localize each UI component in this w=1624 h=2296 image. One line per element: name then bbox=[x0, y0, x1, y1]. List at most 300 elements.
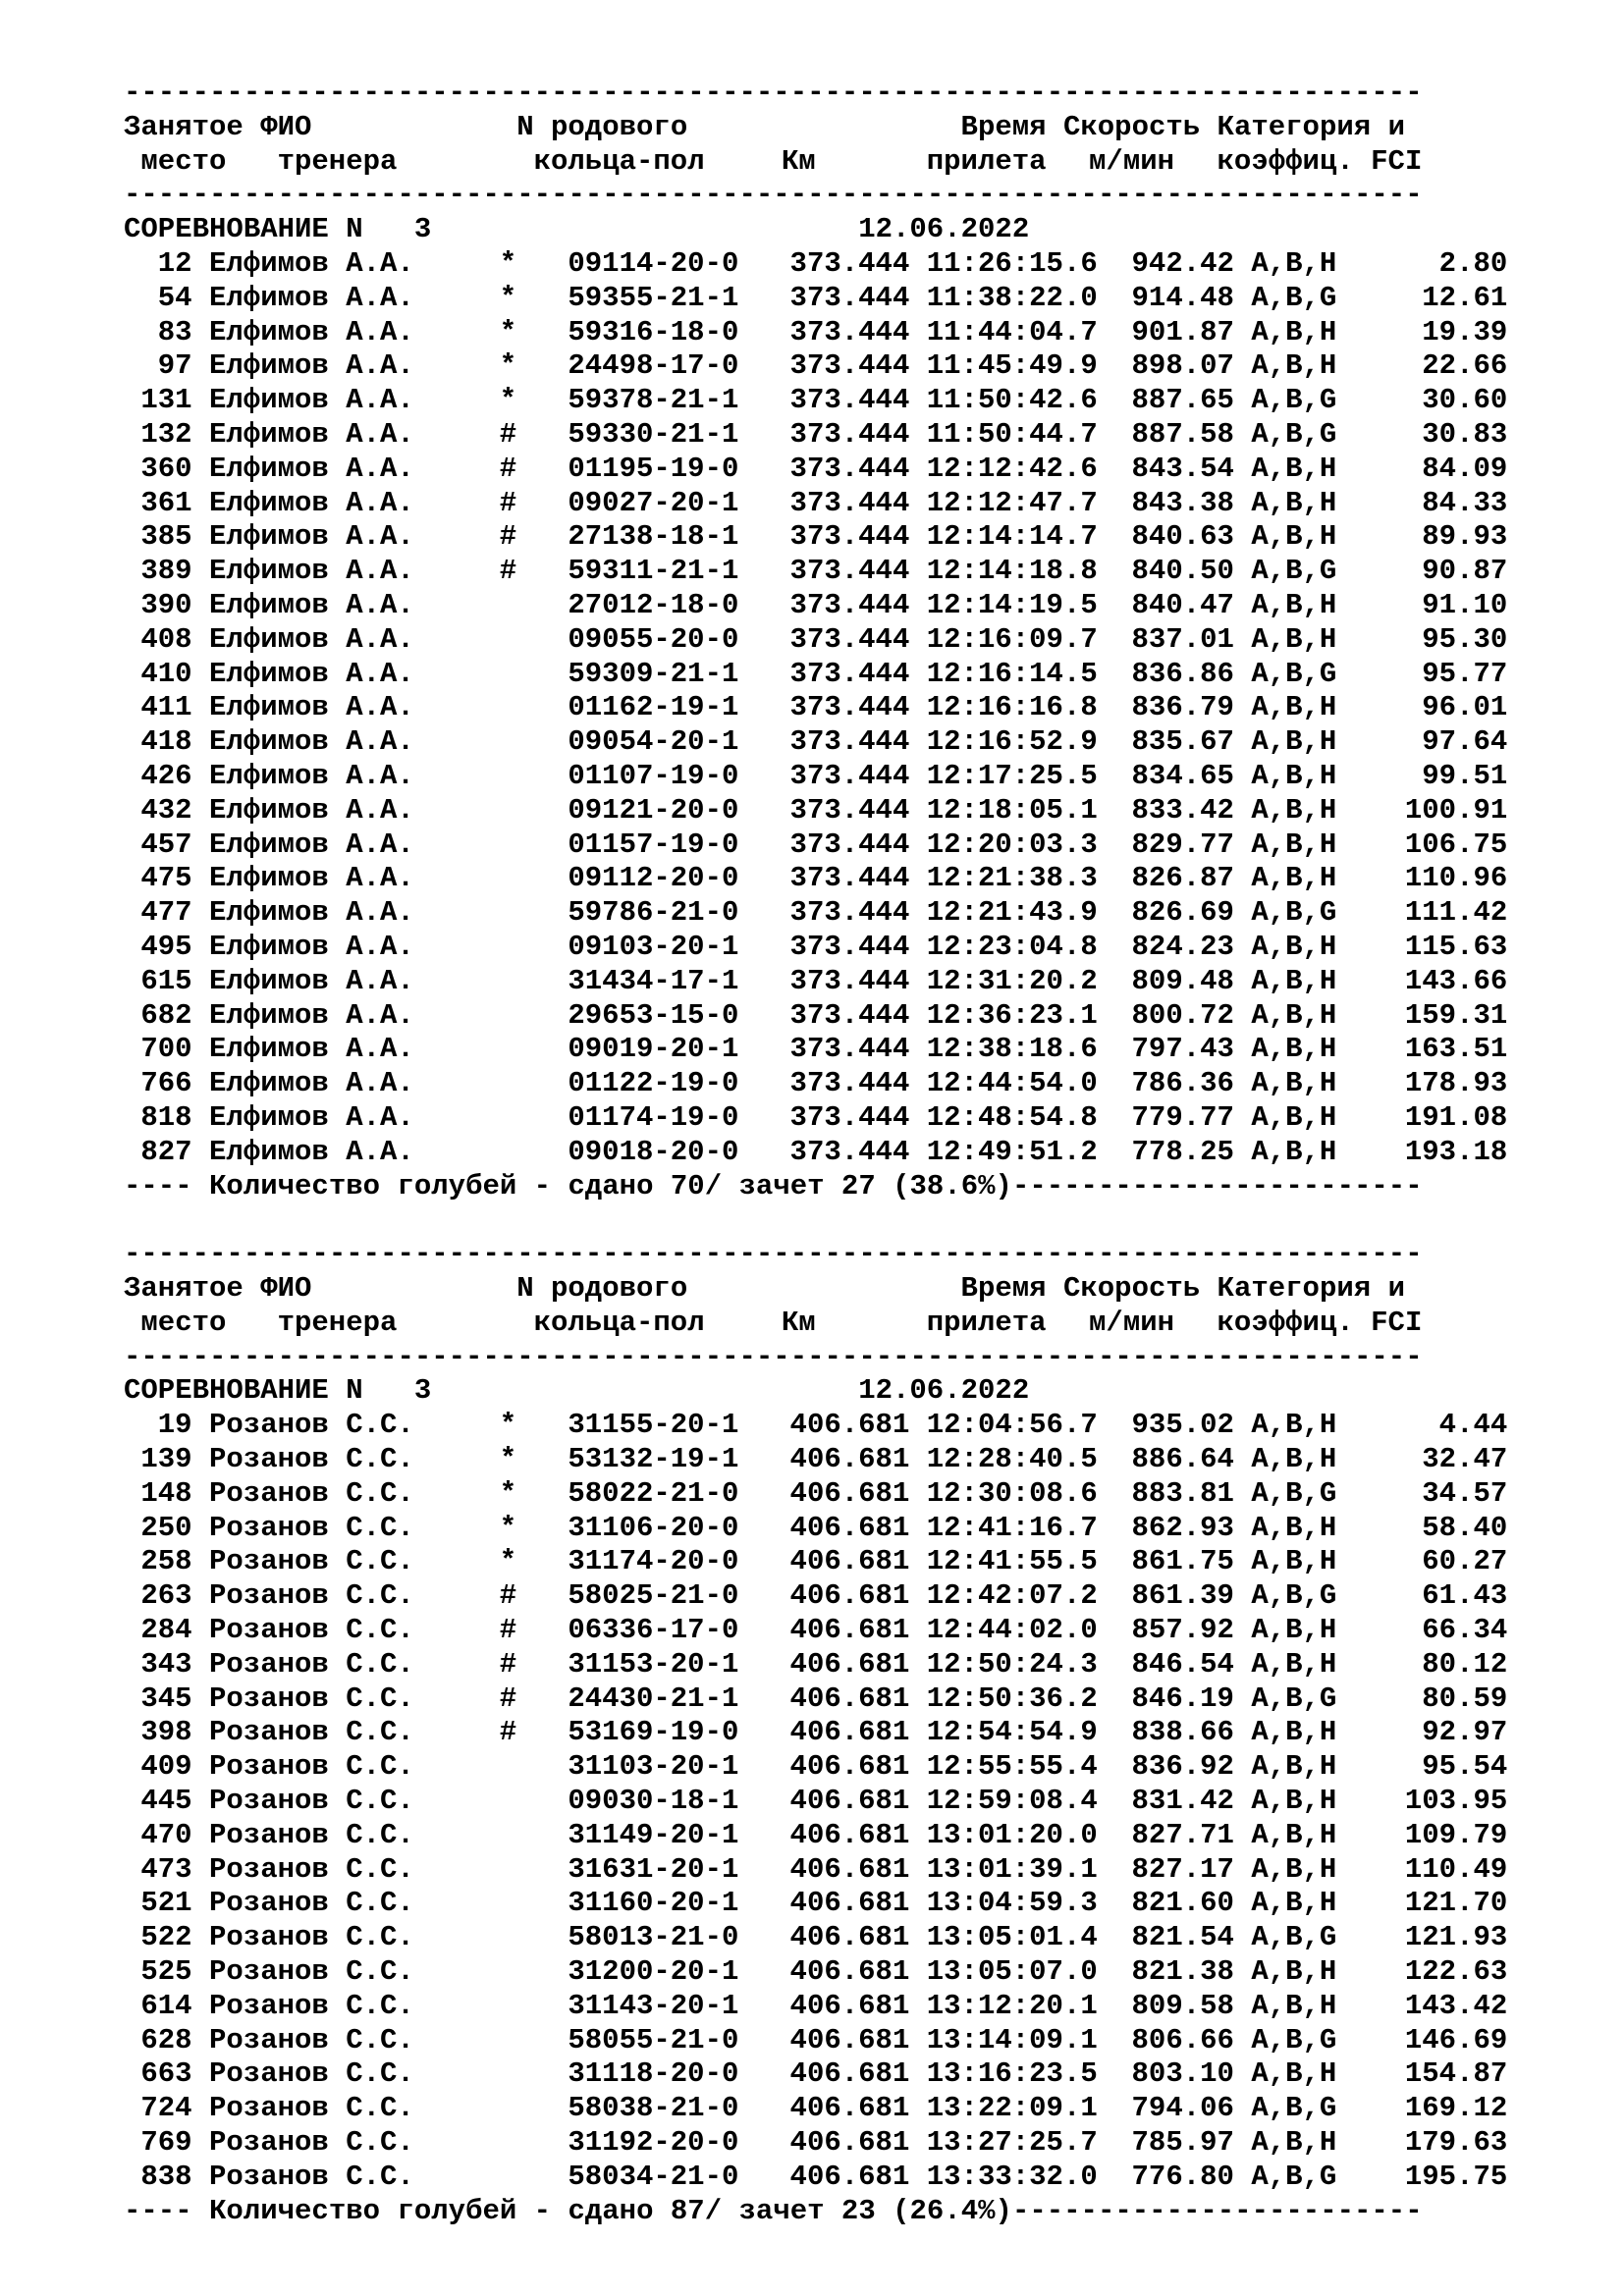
cell-gap bbox=[1098, 691, 1132, 725]
cell-place: 521 bbox=[140, 1887, 192, 1920]
dash-divider bbox=[124, 77, 1597, 111]
cell-time: 12:50:36.2 bbox=[926, 1682, 1098, 1715]
table-row bbox=[124, 1477, 1597, 1512]
table-row bbox=[124, 1819, 1597, 1853]
cell-gap bbox=[909, 1579, 926, 1614]
cell-gap bbox=[1336, 589, 1371, 623]
cell-gap bbox=[738, 1682, 789, 1717]
cell-gap bbox=[1336, 1512, 1371, 1546]
cell-gap bbox=[516, 1477, 568, 1512]
results-section bbox=[124, 1238, 1597, 2228]
cell-coef: 84.09 bbox=[1422, 452, 1508, 485]
table-row bbox=[124, 487, 1597, 521]
cell-gap bbox=[1098, 828, 1132, 863]
cell-name: Розанов С.С. bbox=[208, 1887, 414, 1920]
table-row bbox=[124, 316, 1597, 350]
cell-time: 13:04:59.3 bbox=[926, 1887, 1098, 1920]
cell-gap bbox=[414, 931, 500, 965]
cell-gap bbox=[1336, 1750, 1371, 1785]
cell-gap bbox=[414, 1545, 500, 1579]
cell-gap bbox=[414, 418, 500, 453]
cell-place: 12 bbox=[157, 246, 192, 280]
header-row bbox=[124, 1307, 1597, 1341]
cell-speed: 835.67 bbox=[1131, 725, 1234, 759]
cell-name: Розанов С.С. bbox=[208, 2092, 414, 2125]
cell-name: Розанов С.С. bbox=[208, 2126, 414, 2160]
cell-gap bbox=[414, 1990, 500, 2024]
cell-gap bbox=[192, 931, 209, 965]
cell-name: Елфимов А.А. bbox=[208, 691, 414, 724]
cell-place: 398 bbox=[140, 1716, 192, 1749]
cell-gap bbox=[1336, 282, 1371, 316]
cell-km: 373.444 bbox=[789, 349, 910, 383]
cell-gap bbox=[738, 247, 789, 282]
cell-ring: 01157-19-0 bbox=[568, 828, 739, 861]
cell-gap bbox=[516, 1887, 568, 1921]
cell-coef: 154.87 bbox=[1404, 2057, 1508, 2091]
cell-gap bbox=[192, 2161, 209, 2195]
cell-coef: 191.08 bbox=[1404, 1100, 1508, 1134]
cell-gap bbox=[516, 1819, 568, 1853]
cell-gap bbox=[1336, 1477, 1371, 1512]
cell-place: 473 bbox=[140, 1852, 192, 1886]
cell-gap bbox=[414, 1512, 500, 1546]
cell-time: 13:33:32.0 bbox=[926, 2160, 1098, 2193]
cell-gap bbox=[192, 794, 209, 828]
cell-time: 12:12:42.6 bbox=[926, 452, 1098, 485]
cell-time: 12:18:05.1 bbox=[926, 793, 1098, 827]
cell-gap bbox=[414, 658, 500, 692]
header-km: Км bbox=[781, 144, 816, 178]
cell-km: 373.444 bbox=[789, 555, 910, 588]
cell-gap bbox=[1098, 658, 1132, 692]
cell-ring: 58034-21-0 bbox=[568, 2160, 739, 2193]
cell-gap bbox=[414, 623, 500, 658]
cell-ring: 59309-21-1 bbox=[568, 657, 739, 690]
cell-gap bbox=[192, 965, 209, 999]
cell-gap bbox=[1098, 349, 1132, 384]
table-row bbox=[124, 2024, 1597, 2058]
cell-gap bbox=[738, 862, 789, 896]
cell-gap bbox=[1234, 1819, 1251, 1853]
table-row bbox=[124, 520, 1597, 555]
cell-ring: 27138-18-1 bbox=[568, 520, 739, 554]
header-speed: м/мин bbox=[1089, 144, 1175, 178]
cell-time: 13:01:39.1 bbox=[926, 1852, 1098, 1886]
cell-cat: A,B,H bbox=[1251, 2057, 1337, 2091]
cell-gap bbox=[1234, 1716, 1251, 1750]
cell-gap bbox=[516, 691, 568, 725]
cell-gap bbox=[1234, 384, 1251, 418]
cell-coef: 95.54 bbox=[1422, 1750, 1508, 1784]
cell-gap bbox=[909, 1512, 926, 1546]
cell-gap bbox=[516, 282, 568, 316]
cell-coef: 115.63 bbox=[1404, 930, 1508, 963]
cell-gap bbox=[909, 794, 926, 828]
cell-gap bbox=[1234, 794, 1251, 828]
cell-gap bbox=[1234, 2057, 1251, 2092]
cell-km: 406.681 bbox=[789, 1818, 910, 1851]
cell-cat: A,B,H bbox=[1251, 315, 1337, 348]
cell-speed: 887.65 bbox=[1131, 384, 1234, 417]
cell-ring: 58055-21-0 bbox=[568, 2023, 739, 2056]
cell-coef: 2.80 bbox=[1438, 246, 1508, 280]
cell-gap bbox=[909, 1819, 926, 1853]
cell-gap bbox=[414, 794, 500, 828]
cell-time: 12:48:54.8 bbox=[926, 1100, 1098, 1134]
cell-gap bbox=[192, 1545, 209, 1579]
cell-gap bbox=[1336, 1614, 1371, 1648]
table-row bbox=[124, 1887, 1597, 1921]
cell-ring: 31143-20-1 bbox=[568, 1989, 739, 2022]
cell-ring: 53132-19-1 bbox=[568, 1443, 739, 1476]
cell-gap bbox=[1336, 1648, 1371, 1682]
cell-gap bbox=[414, 2024, 500, 2058]
cell-gap bbox=[1098, 453, 1132, 487]
cell-name: Розанов С.С. bbox=[208, 2057, 414, 2091]
cell-ring: 24430-21-1 bbox=[568, 1682, 739, 1715]
cell-gap bbox=[192, 1716, 209, 1750]
cell-gap bbox=[414, 1785, 500, 1819]
cell-mark: # bbox=[499, 1716, 517, 1749]
cell-gap bbox=[1336, 999, 1371, 1034]
cell-gap bbox=[1336, 1990, 1371, 2024]
cell-gap bbox=[738, 1921, 789, 1955]
cell-gap bbox=[192, 828, 209, 863]
cell-km: 373.444 bbox=[789, 1100, 910, 1134]
cell-speed: 843.38 bbox=[1131, 486, 1234, 519]
cell-cat: A,B,G bbox=[1251, 657, 1337, 690]
cell-time: 12:16:14.5 bbox=[926, 657, 1098, 690]
cell-time: 12:44:54.0 bbox=[926, 1067, 1098, 1100]
cell-ring: 53169-19-0 bbox=[568, 1716, 739, 1749]
cell-ring: 59330-21-1 bbox=[568, 417, 739, 451]
cell-gap bbox=[1234, 1101, 1251, 1136]
cell-place: 475 bbox=[140, 862, 192, 895]
cell-ring: 31631-20-1 bbox=[568, 1852, 739, 1886]
cell-gap bbox=[516, 2161, 568, 2195]
cell-gap bbox=[192, 1682, 209, 1717]
cell-km: 373.444 bbox=[789, 384, 910, 417]
header-speed: Скорость bbox=[1062, 1272, 1201, 1306]
cell-gap bbox=[1098, 2024, 1132, 2058]
cell-gap bbox=[1336, 1682, 1371, 1717]
cell-gap bbox=[192, 1033, 209, 1067]
header-time: Время bbox=[960, 1272, 1047, 1306]
cell-time: 12:04:56.7 bbox=[926, 1409, 1098, 1442]
cell-cat: A,B,G bbox=[1251, 417, 1337, 451]
cell-mark: # bbox=[499, 452, 517, 485]
cell-gap bbox=[909, 349, 926, 384]
dash-line-text: ---------------------------------------------------------------------------- bbox=[124, 77, 1423, 109]
cell-cat: A,B,H bbox=[1251, 1511, 1337, 1544]
cell-name: Розанов С.С. bbox=[208, 1409, 414, 1442]
cell-time: 12:42:07.2 bbox=[926, 1579, 1098, 1613]
cell-cat: A,B,H bbox=[1251, 725, 1337, 759]
cell-km: 373.444 bbox=[789, 417, 910, 451]
cell-place: 97 bbox=[157, 349, 192, 383]
cell-speed: 843.54 bbox=[1131, 452, 1234, 485]
cell-time: 11:45:49.9 bbox=[926, 349, 1098, 383]
cell-gap bbox=[414, 965, 500, 999]
cell-name: Елфимов А.А. bbox=[208, 793, 414, 827]
cell-ring: 31160-20-1 bbox=[568, 1887, 739, 1920]
cell-gap bbox=[738, 520, 789, 555]
cell-ring: 58038-21-0 bbox=[568, 2092, 739, 2125]
cell-gap bbox=[192, 1101, 209, 1136]
cell-gap bbox=[192, 2024, 209, 2058]
cell-speed: 776.80 bbox=[1131, 2160, 1234, 2193]
cell-gap bbox=[1234, 999, 1251, 1034]
cell-speed: 836.79 bbox=[1131, 691, 1234, 724]
cell-ring: 31174-20-0 bbox=[568, 1545, 739, 1578]
cell-mark: * bbox=[499, 281, 517, 314]
cell-gap bbox=[192, 1750, 209, 1785]
cell-gap bbox=[1098, 1682, 1132, 1717]
table-row bbox=[124, 1067, 1597, 1101]
cell-gap bbox=[414, 487, 500, 521]
cell-gap bbox=[1098, 623, 1132, 658]
cell-cat: A,B,H bbox=[1251, 930, 1337, 963]
header-place: место bbox=[140, 1306, 227, 1339]
cell-speed: 935.02 bbox=[1131, 1409, 1234, 1442]
cell-gap bbox=[1098, 1101, 1132, 1136]
cell-gap bbox=[516, 1067, 568, 1101]
cell-speed: 837.01 bbox=[1131, 622, 1234, 656]
cell-gap bbox=[1098, 418, 1132, 453]
cell-cat: A,B,H bbox=[1251, 1100, 1337, 1134]
table-row bbox=[124, 1409, 1597, 1443]
header-speed: м/мин bbox=[1089, 1306, 1175, 1339]
cell-cat: A,B,H bbox=[1251, 1409, 1337, 1442]
cell-time: 13:05:01.4 bbox=[926, 1921, 1098, 1954]
competition-label: СОРЕВНОВАНИЕ N 3 bbox=[124, 213, 432, 246]
cell-name: Розанов С.С. bbox=[208, 1716, 414, 1749]
cell-gap bbox=[516, 1136, 568, 1170]
cell-gap bbox=[1336, 555, 1371, 589]
cell-ring: 31106-20-0 bbox=[568, 1511, 739, 1544]
cell-ring: 58013-21-0 bbox=[568, 1921, 739, 1954]
cell-gap bbox=[1336, 520, 1371, 555]
cell-gap bbox=[414, 1579, 500, 1614]
cell-speed: 836.86 bbox=[1131, 657, 1234, 690]
cell-gap bbox=[738, 1067, 789, 1101]
cell-time: 12:20:03.3 bbox=[926, 828, 1098, 861]
cell-gap bbox=[1336, 1785, 1371, 1819]
cell-speed: 861.75 bbox=[1131, 1545, 1234, 1578]
cell-ring: 31192-20-0 bbox=[568, 2126, 739, 2160]
table-row bbox=[124, 418, 1597, 453]
cell-coef: 110.96 bbox=[1404, 862, 1508, 895]
cell-gap bbox=[414, 2057, 500, 2092]
cell-gap bbox=[192, 1512, 209, 1546]
cell-km: 373.444 bbox=[789, 998, 910, 1032]
header-gap bbox=[124, 1307, 140, 1341]
competition-label: СОРЕВНОВАНИЕ N 3 bbox=[124, 1374, 432, 1408]
cell-gap bbox=[1234, 418, 1251, 453]
cell-speed: 840.47 bbox=[1131, 588, 1234, 621]
cell-speed: 821.38 bbox=[1131, 1955, 1234, 1989]
cell-km: 373.444 bbox=[789, 657, 910, 690]
cell-gap bbox=[192, 316, 209, 350]
cell-gap bbox=[192, 725, 209, 760]
competition-row bbox=[124, 1374, 1597, 1409]
cell-name: Елфимов А.А. bbox=[208, 657, 414, 690]
cell-gap bbox=[1098, 555, 1132, 589]
cell-gap bbox=[516, 931, 568, 965]
cell-speed: 809.58 bbox=[1131, 1989, 1234, 2022]
cell-gap bbox=[909, 1853, 926, 1888]
cell-gap bbox=[1098, 1955, 1132, 1990]
cell-place: 131 bbox=[140, 384, 192, 417]
cell-gap bbox=[1336, 931, 1371, 965]
cell-coef: 66.34 bbox=[1422, 1614, 1508, 1647]
cell-place: 495 bbox=[140, 930, 192, 963]
cell-speed: 840.50 bbox=[1131, 555, 1234, 588]
cell-gap bbox=[192, 691, 209, 725]
cell-km: 406.681 bbox=[789, 2057, 910, 2091]
cell-time: 12:21:43.9 bbox=[926, 896, 1098, 930]
cell-cat: A,B,H bbox=[1251, 2126, 1337, 2160]
header-gap bbox=[1047, 111, 1063, 145]
cell-mark: # bbox=[499, 520, 517, 554]
header-ring: N родового bbox=[516, 1272, 688, 1306]
cell-gap bbox=[414, 2161, 500, 2195]
cell-gap bbox=[1336, 384, 1371, 418]
cell-gap bbox=[414, 725, 500, 760]
table-row bbox=[124, 828, 1597, 863]
header-gap bbox=[1047, 1272, 1063, 1307]
cell-place: 628 bbox=[140, 2023, 192, 2056]
cell-ring: 09019-20-1 bbox=[568, 1033, 739, 1066]
table-row bbox=[124, 1682, 1597, 1717]
cell-time: 13:22:09.1 bbox=[926, 2092, 1098, 2125]
cell-speed: 914.48 bbox=[1131, 281, 1234, 314]
cell-gap bbox=[1234, 1648, 1251, 1682]
table-row bbox=[124, 247, 1597, 282]
cell-ring: 31149-20-1 bbox=[568, 1818, 739, 1851]
cell-gap bbox=[1098, 760, 1132, 794]
cell-gap bbox=[1234, 2161, 1251, 2195]
cell-ring: 01122-19-0 bbox=[568, 1067, 739, 1100]
cell-gap bbox=[1234, 1750, 1251, 1785]
cell-gap bbox=[414, 691, 500, 725]
cell-km: 406.681 bbox=[789, 1476, 910, 1510]
header-name: ФИО bbox=[260, 110, 312, 143]
cell-coef: 110.49 bbox=[1404, 1852, 1508, 1886]
cell-place: 409 bbox=[140, 1750, 192, 1784]
cell-ring: 31434-17-1 bbox=[568, 964, 739, 997]
cell-km: 373.444 bbox=[789, 691, 910, 724]
cell-gap bbox=[738, 931, 789, 965]
cell-gap bbox=[414, 1101, 500, 1136]
cell-gap bbox=[192, 487, 209, 521]
cell-coef: 103.95 bbox=[1404, 1785, 1508, 1818]
cell-gap bbox=[192, 1648, 209, 1682]
cell-gap bbox=[192, 453, 209, 487]
cell-km: 373.444 bbox=[789, 1033, 910, 1066]
cell-gap bbox=[414, 1921, 500, 1955]
cell-name: Елфимов А.А. bbox=[208, 1033, 414, 1066]
cell-place: 477 bbox=[140, 896, 192, 930]
cell-gap bbox=[414, 1682, 500, 1717]
cell-gap bbox=[1098, 316, 1132, 350]
cell-gap bbox=[516, 384, 568, 418]
cell-gap bbox=[909, 1785, 926, 1819]
cell-km: 406.681 bbox=[789, 2126, 910, 2160]
cell-cat: A,B,G bbox=[1251, 1682, 1337, 1715]
cell-gap bbox=[1234, 1579, 1251, 1614]
cell-km: 406.681 bbox=[789, 1545, 910, 1578]
cell-mark: # bbox=[499, 1682, 517, 1715]
header-row bbox=[124, 1272, 1597, 1307]
cell-name: Розанов С.С. bbox=[208, 1750, 414, 1784]
cell-gap bbox=[516, 794, 568, 828]
cell-speed: 785.97 bbox=[1131, 2126, 1234, 2160]
header-row bbox=[124, 111, 1597, 145]
cell-ring: 59355-21-1 bbox=[568, 281, 739, 314]
cell-gap bbox=[516, 349, 568, 384]
cell-gap bbox=[909, 725, 926, 760]
cell-gap bbox=[1098, 384, 1132, 418]
cell-gap bbox=[909, 1648, 926, 1682]
cell-name: Елфимов А.А. bbox=[208, 315, 414, 348]
cell-mark: # bbox=[499, 486, 517, 519]
cell-cat: A,B,G bbox=[1251, 555, 1337, 588]
cell-gap bbox=[738, 1033, 789, 1067]
cell-gap bbox=[1336, 1443, 1371, 1477]
cell-km: 406.681 bbox=[789, 1614, 910, 1647]
cell-time: 13:12:20.1 bbox=[926, 1989, 1098, 2022]
cell-place: 663 bbox=[140, 2057, 192, 2091]
cell-gap bbox=[516, 2092, 568, 2126]
cell-name: Розанов С.С. bbox=[208, 1511, 414, 1544]
cell-cat: A,B,G bbox=[1251, 2092, 1337, 2125]
cell-gap bbox=[414, 760, 500, 794]
cell-time: 12:14:14.7 bbox=[926, 520, 1098, 554]
cell-gap bbox=[738, 1750, 789, 1785]
cell-coef: 32.47 bbox=[1422, 1443, 1508, 1476]
cell-gap bbox=[1234, 1990, 1251, 2024]
summary-text: ---- Количество голубей - сдано 87/ зачет 23 (26.4%)------------------------ bbox=[124, 2194, 1423, 2227]
cell-gap bbox=[738, 282, 789, 316]
cell-time: 13:16:23.5 bbox=[926, 2057, 1098, 2091]
cell-km: 406.681 bbox=[789, 2160, 910, 2193]
cell-speed: 809.48 bbox=[1131, 964, 1234, 997]
cell-name: Розанов С.С. bbox=[208, 2160, 414, 2193]
cell-ring: 29653-15-0 bbox=[568, 998, 739, 1032]
cell-cat: A,B,H bbox=[1251, 588, 1337, 621]
cell-gap bbox=[738, 1101, 789, 1136]
cell-gap bbox=[738, 1955, 789, 1990]
cell-coef: 80.12 bbox=[1422, 1647, 1508, 1681]
cell-cat: A,B,H bbox=[1251, 1067, 1337, 1100]
cell-speed: 836.92 bbox=[1131, 1750, 1234, 1784]
cell-cat: A,B,H bbox=[1251, 759, 1337, 792]
cell-gap bbox=[414, 1819, 500, 1853]
cell-place: 284 bbox=[140, 1614, 192, 1647]
cell-name: Елфимов А.А. bbox=[208, 759, 414, 792]
cell-cat: A,B,H bbox=[1251, 1818, 1337, 1851]
table-row bbox=[124, 1921, 1597, 1955]
cell-gap bbox=[516, 555, 568, 589]
cell-gap bbox=[1098, 1853, 1132, 1888]
cell-gap bbox=[414, 247, 500, 282]
cell-gap bbox=[1234, 828, 1251, 863]
cell-cat: A,B,H bbox=[1251, 1716, 1337, 1749]
header-gap bbox=[1047, 1307, 1063, 1341]
cell-time: 12:36:23.1 bbox=[926, 998, 1098, 1032]
